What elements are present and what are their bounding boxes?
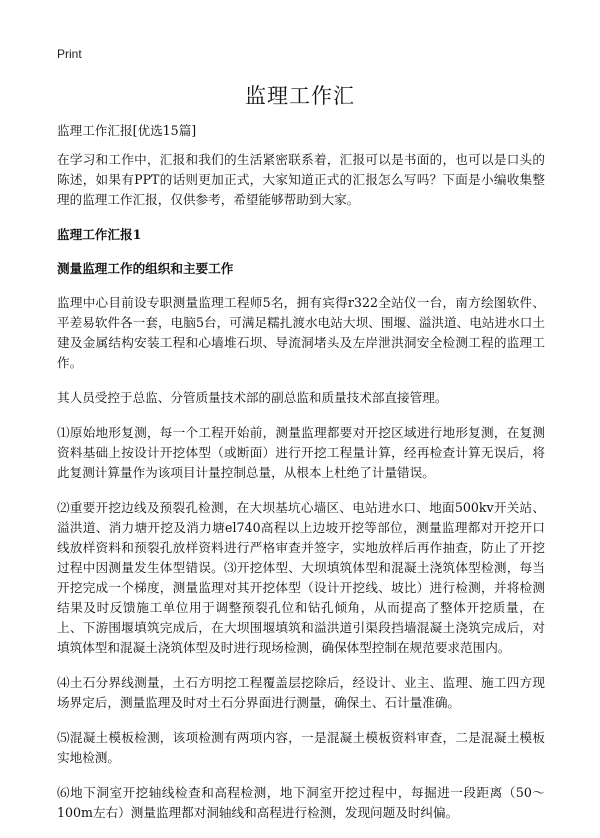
body-paragraph: ⑹地下洞室开挖轴线检查和高程检测，地下洞室开挖过程中，每掘进一段距离（50～100m左右）测量监理都对洞轴线和高程进行检测，发现问题及时纠偏。	[57, 785, 545, 820]
body-paragraph: ⑷土石分界线测量，土石方明挖工程覆盖层挖除后，经设计、业主、监理、施工四方现场界定后，测量监理及时对土石分界面进行测量，确保土、石计量准确。	[57, 675, 545, 710]
document-subtitle: 监理工作汇报[优选15篇]	[57, 123, 197, 138]
body-paragraph: 监理中心目前设专职测量监理工程师5名，拥有宾得r322全站仪一台，南方绘图软件、平差易软件各一套，电脑5台，可满足糯扎渡水电站大坝、围堰、溢洪道、电站进水口土建及金属结构安装工程和心墙堆石坝、导流洞堵头及左岸泄洪洞安全检测工程的监理工作。	[57, 295, 545, 370]
body-paragraph: ⑵重要开挖边线及预裂孔检测，在大坝基坑心墙区、电站进水口、地面500kv开关站、溢洪道、消力塘开挖及消力塘el740高程以上边坡开挖等部位，测量监理都对开挖开口线放样资料和预裂孔放样资料进行严格审查并签字，实地放样后再作抽查，防止了开挖过程中因测量发生体型错误。⑶开挖体型、大坝填筑体型和混凝土浇筑体型检测，每当开挖完成一个梯度，测量监理对其开挖体型（设计开挖线、坡比）进行检测，并将检测结果及时反馈施工单位用于调整预裂孔位和钻孔倾角，从而提高了整体开挖质量，在上、下游围堰填筑完成后，在大坝围堰填筑和溢洪道引渠段挡墙混凝土浇筑完成后，对填筑体型和混凝土浇筑体型及时进行现场检测，确保体型控制在规范要求范围内。	[57, 500, 545, 655]
print-label: Print	[57, 47, 82, 61]
page-title: 监理工作汇	[245, 84, 355, 108]
intro-paragraph: 在学习和工作中，汇报和我们的生活紧密联系着，汇报可以是书面的，也可以是口头的陈述，如果有PPT的话则更加正式，大家知道正式的汇报怎么写吗？下面是小编收集整理的监理工作汇报，仅供参考，希望能够帮助到大家。	[57, 152, 545, 207]
section-subheading: 测量监理工作的组织和主要工作	[57, 261, 234, 276]
section-heading: 监理工作汇报1	[57, 227, 142, 242]
body-paragraph: 其人员受控于总监、分管质量技术部的副总监和质量技术部直接管理。	[57, 390, 448, 405]
body-paragraph: ⑸混凝土模板检测，该项检测有两项内容，一是混凝土模板资料审查，二是混凝土模板实地检测。	[57, 730, 545, 765]
body-paragraph: ⑴原始地形复测，每一个工程开始前，测量监理都要对开挖区域进行地形复测，在复测资料基础上按设计开挖体型（或断面）进行开挖工程量计算，经再检查计算无误后，将此复测计算量作为该项目计量控制总量，从根本上杜绝了计量错误。	[57, 425, 545, 480]
document-body	[57, 121, 545, 838]
